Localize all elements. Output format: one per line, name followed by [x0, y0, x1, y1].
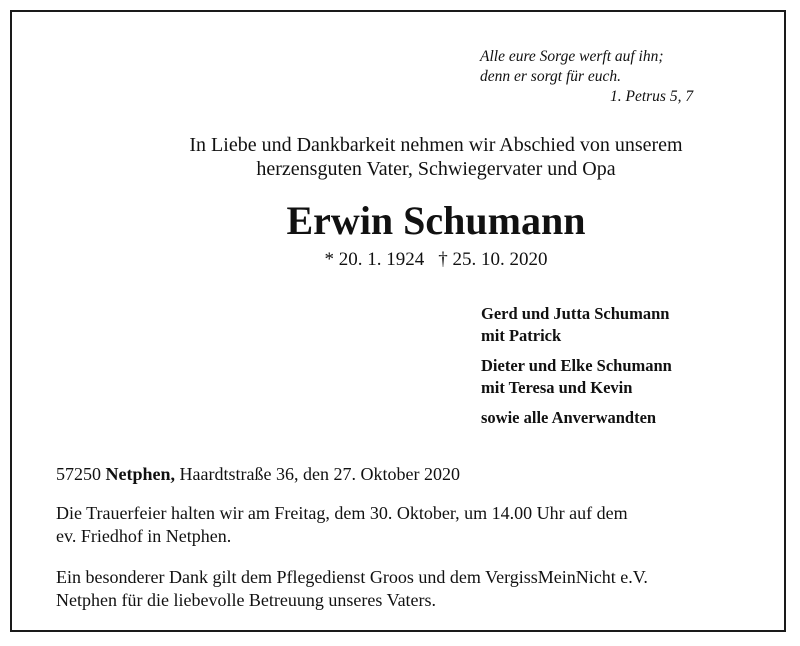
- bible-verse: [480, 47, 693, 107]
- mourner-line: Gerd und Jutta Schumann: [481, 304, 670, 323]
- deceased-name: Erwin Schumann: [286, 198, 586, 243]
- mourner-line: Dieter und Elke Schumann: [481, 356, 672, 375]
- verse-line: denn er sorgt für euch.: [480, 68, 622, 85]
- life-dates: [0, 248, 800, 272]
- thanks-notice: [56, 566, 648, 612]
- birth-date: * 20. 1. 1924: [324, 249, 425, 270]
- postcode: 57250: [56, 464, 101, 484]
- ceremony-line: ev. Friedhof in Netphen.: [56, 526, 232, 546]
- city: Netphen,: [105, 464, 176, 484]
- intro-text: [0, 133, 800, 181]
- mourner-line: mit Teresa und Kevin: [481, 378, 633, 397]
- mourner-group: [481, 407, 672, 429]
- intro-line: herzensguten Vater, Schwiegervater und Opa: [256, 158, 616, 180]
- verse-line: Alle eure Sorge werft auf ihn;: [480, 48, 664, 65]
- mourner-line: mit Patrick: [481, 326, 562, 345]
- verse-reference: 1. Petrus 5, 7: [610, 88, 694, 105]
- thanks-line: Netphen für die liebevolle Betreuung unseres Vaters.: [56, 590, 437, 610]
- mourner-line: sowie alle Anverwandten: [481, 408, 657, 427]
- thanks-line: Ein besonderer Dank gilt dem Pflegedienst Groos und dem VergissMeinNicht e.V.: [56, 567, 648, 587]
- death-date: † 25. 10. 2020: [438, 249, 548, 270]
- mourner-group: [481, 303, 672, 347]
- ceremony-line: Die Trauerfeier halten wir am Freitag, dem 30. Oktober, um 14.00 Uhr auf dem: [56, 503, 628, 523]
- ceremony-notice: [56, 502, 628, 548]
- intro-line: In Liebe und Dankbarkeit nehmen wir Abschied von unserem: [189, 134, 683, 156]
- address-rest: Haardtstraße 36, den 27. Oktober 2020: [179, 464, 460, 484]
- address-line: [56, 463, 460, 486]
- mourner-group: [481, 355, 672, 399]
- mourners-list: [481, 303, 672, 437]
